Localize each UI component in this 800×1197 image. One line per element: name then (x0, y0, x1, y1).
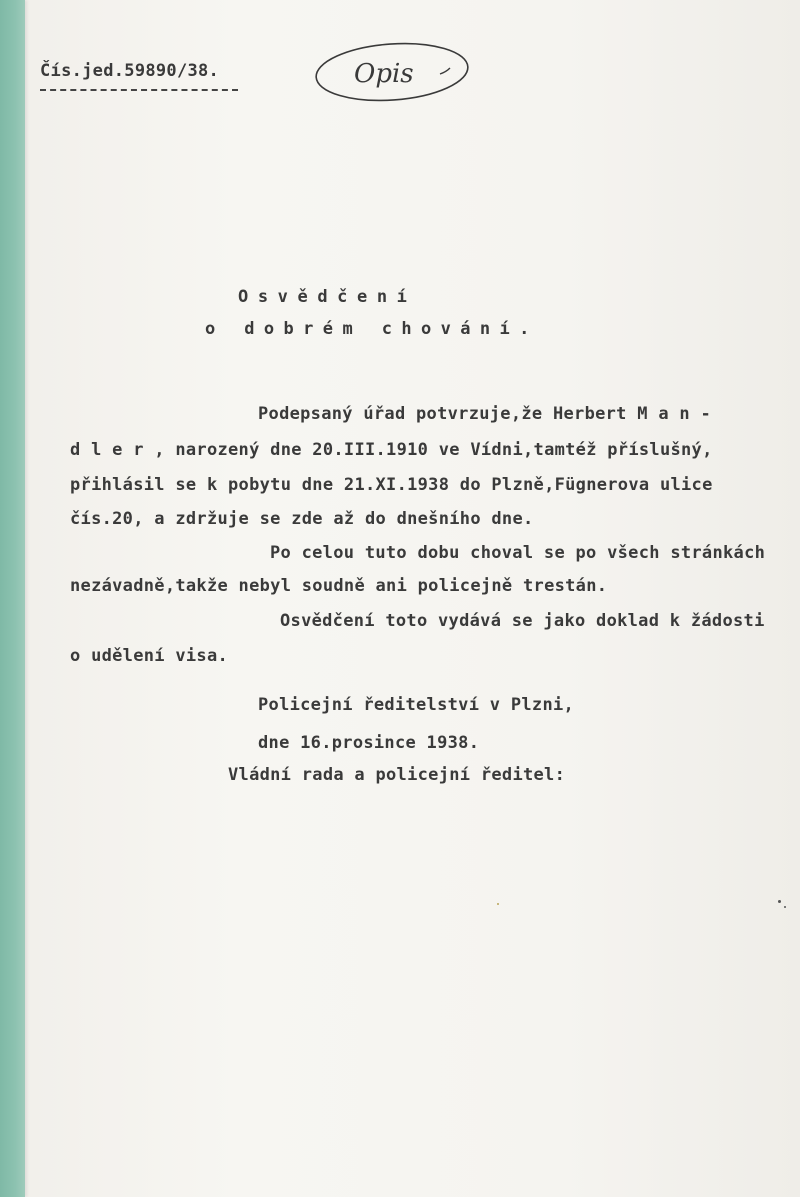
paper-speck (784, 906, 786, 908)
paper-speck (497, 903, 499, 905)
paper-speck (778, 900, 781, 903)
document-title-line1: Osvědčení (238, 287, 417, 307)
body-line: Po celou tuto dobu choval se po všech stránkách (270, 543, 766, 563)
reference-number: Čís.jed.59890/38. (40, 61, 220, 81)
binding-strip (0, 0, 25, 1197)
body-line: o udělení visa. (70, 646, 229, 666)
body-line: přihlásil se k pobytu dne 21.XI.1938 do Plzně,Fügnerova ulice (70, 475, 713, 495)
body-line: nezávadně,takže nebyl soudně ani policejně trestán. (70, 576, 608, 596)
body-line: Podepsaný úřad potvrzuje,že Herbert M a n - (258, 404, 711, 424)
stamp-text: Opis (354, 59, 414, 89)
reference-underline (40, 89, 238, 91)
signature-line-office: Policejní ředitelství v Plzni, (258, 695, 575, 715)
signature-line-date: dne 16.prosince 1938. (258, 733, 480, 753)
body-line: Osvědčení toto vydává se jako doklad k žádosti (280, 611, 765, 631)
copy-stamp (312, 38, 474, 106)
body-line: čís.20, a zdržuje se zde až do dnešního dne. (70, 509, 534, 529)
signature-line-title: Vládní rada a policejní ředitel: (228, 765, 566, 785)
body-line: d l e r , narozený dne 20.III.1910 ve Vídni,tamtéž příslušný, (70, 440, 713, 460)
document-title-line2: o dobrém chování. (205, 319, 539, 339)
